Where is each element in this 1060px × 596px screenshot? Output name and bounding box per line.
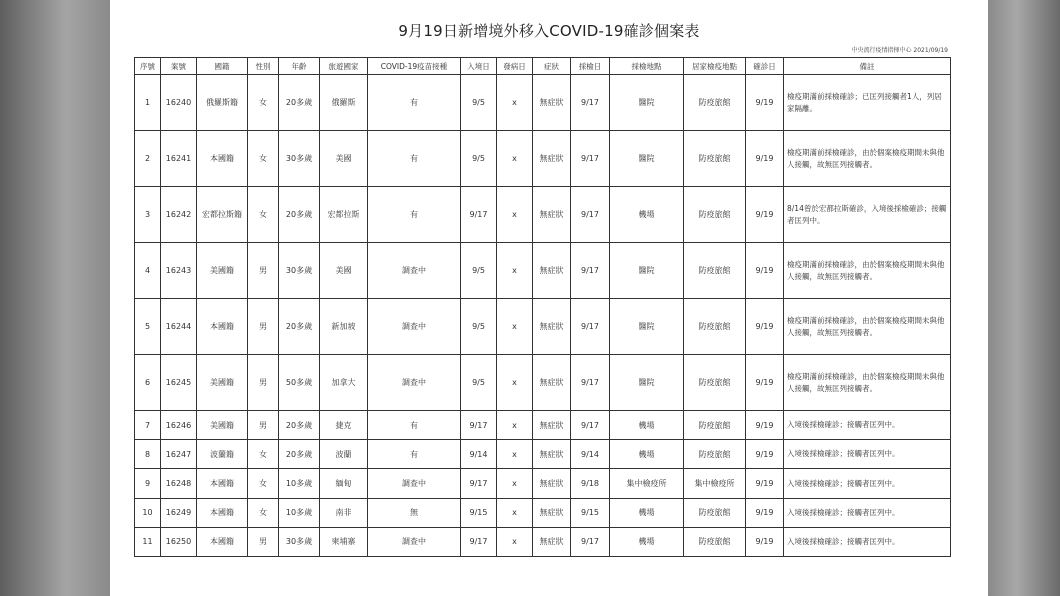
table-cell: 本國籍: [197, 469, 248, 498]
table-cell: 無症狀: [533, 187, 571, 243]
table-row: [135, 131, 951, 187]
table-cell: 男: [248, 355, 279, 411]
table-cell: 20多歲: [279, 75, 320, 131]
table-cell: 無症狀: [533, 498, 571, 527]
table-cell: 柬埔寨: [320, 527, 368, 556]
table-cell: 10: [135, 498, 161, 527]
table-cell: 7: [135, 411, 161, 440]
table-cell: 捷克: [320, 411, 368, 440]
table-cell: 女: [248, 187, 279, 243]
table-cell: 防疫旅館: [684, 411, 746, 440]
table-cell: 有: [368, 440, 461, 469]
table-cell: 宏都拉斯: [320, 187, 368, 243]
table-cell: 16241: [161, 131, 197, 187]
table-cell: 防疫旅館: [684, 131, 746, 187]
remark-cell: 檢疫期滿前採檢確診，由於個案檢疫期間未與他人接觸，故無匡列接觸者。: [784, 299, 951, 355]
table-cell: 美國籍: [197, 243, 248, 299]
table-cell: 波蘭: [320, 440, 368, 469]
table-cell: 9/17: [571, 355, 610, 411]
table-cell: 9/5: [461, 355, 497, 411]
column-header: 發病日: [497, 58, 533, 75]
table-cell: 調查中: [368, 299, 461, 355]
table-cell: 俄羅斯: [320, 75, 368, 131]
column-header: 居家檢疫地點: [684, 58, 746, 75]
table-cell: 男: [248, 527, 279, 556]
table-cell: 6: [135, 355, 161, 411]
table-cell: 9/19: [746, 469, 784, 498]
column-header: 症狀: [533, 58, 571, 75]
table-cell: 無症狀: [533, 299, 571, 355]
table-cell: x: [497, 187, 533, 243]
table-cell: 無症狀: [533, 131, 571, 187]
table-cell: 防疫旅館: [684, 243, 746, 299]
table-cell: 俄羅斯籍: [197, 75, 248, 131]
table-cell: 9/5: [461, 131, 497, 187]
table-cell: 16248: [161, 469, 197, 498]
table-cell: 本國籍: [197, 498, 248, 527]
table-cell: 無症狀: [533, 355, 571, 411]
table-cell: 30多歲: [279, 243, 320, 299]
table-cell: 30多歲: [279, 131, 320, 187]
table-cell: 美國: [320, 243, 368, 299]
table-cell: 宏都拉斯籍: [197, 187, 248, 243]
column-header: 確診日: [746, 58, 784, 75]
remark-cell: 入境後採檢確診；接觸者匡列中。: [784, 411, 951, 440]
table-cell: 4: [135, 243, 161, 299]
table-cell: 10多歲: [279, 498, 320, 527]
table-cell: 波蘭籍: [197, 440, 248, 469]
remark-cell: 檢疫期滿前採檢確診，由於個案檢疫期間未與他人接觸，故無匡列接觸者。: [784, 243, 951, 299]
table-cell: 有: [368, 75, 461, 131]
table-cell: 3: [135, 187, 161, 243]
table-cell: 8: [135, 440, 161, 469]
table-cell: 5: [135, 299, 161, 355]
table-row: [135, 75, 951, 131]
table-cell: 醫院: [610, 75, 684, 131]
table-cell: 無症狀: [533, 440, 571, 469]
table-cell: 9/17: [571, 131, 610, 187]
table-cell: x: [497, 243, 533, 299]
table-cell: 9/17: [461, 469, 497, 498]
table-cell: 16244: [161, 299, 197, 355]
remark-cell: 檢疫期滿前採檢確診，由於個案檢疫期間未與他人接觸，故無匡列接觸者。: [784, 355, 951, 411]
right-background-blur: [988, 0, 1060, 596]
remark-cell: 入境後採檢確診；接觸者匡列中。: [784, 440, 951, 469]
table-cell: 9/19: [746, 498, 784, 527]
table-cell: 有: [368, 187, 461, 243]
table-cell: 醫院: [610, 355, 684, 411]
column-header: 國籍: [197, 58, 248, 75]
table-cell: 新加坡: [320, 299, 368, 355]
document-title: 9月19日新增境外移入COVID-19確診個案表: [398, 22, 700, 40]
table-cell: 調查中: [368, 527, 461, 556]
table-cell: 30多歲: [279, 527, 320, 556]
table-cell: 20多歲: [279, 299, 320, 355]
table-cell: 防疫旅館: [684, 527, 746, 556]
table-cell: 醫院: [610, 131, 684, 187]
table-cell: 男: [248, 243, 279, 299]
table-cell: 無症狀: [533, 243, 571, 299]
table-cell: 2: [135, 131, 161, 187]
table-cell: 機場: [610, 440, 684, 469]
table-cell: 20多歲: [279, 187, 320, 243]
table-cell: 無: [368, 498, 461, 527]
table-cell: 機場: [610, 498, 684, 527]
table-cell: 9/19: [746, 440, 784, 469]
table-cell: 防疫旅館: [684, 498, 746, 527]
table-cell: 11: [135, 527, 161, 556]
remark-cell: 入境後採檢確診；接觸者匡列中。: [784, 498, 951, 527]
table-cell: 男: [248, 411, 279, 440]
column-header: COVID-19疫苗接種: [368, 58, 461, 75]
remark-cell: 檢疫期滿前採檢確診，由於個案檢疫期間未與他人接觸，故無匡列接觸者。: [784, 131, 951, 187]
table-cell: 16245: [161, 355, 197, 411]
table-cell: 16240: [161, 75, 197, 131]
table-cell: 20多歲: [279, 440, 320, 469]
table-cell: 9/19: [746, 243, 784, 299]
table-row: [135, 440, 951, 469]
table-cell: 美國籍: [197, 355, 248, 411]
table-cell: 16246: [161, 411, 197, 440]
left-background-blur: [0, 0, 110, 596]
table-cell: 9/17: [461, 527, 497, 556]
column-header: 旅遊國家: [320, 58, 368, 75]
table-cell: 美國籍: [197, 411, 248, 440]
table-cell: 9/19: [746, 75, 784, 131]
table-cell: 有: [368, 131, 461, 187]
column-header: 序號: [135, 58, 161, 75]
table-cell: 9/19: [746, 527, 784, 556]
table-cell: x: [497, 131, 533, 187]
table-cell: 防疫旅館: [684, 440, 746, 469]
table-cell: 調查中: [368, 355, 461, 411]
table-cell: 9/17: [461, 411, 497, 440]
column-header: 案號: [161, 58, 197, 75]
table-cell: x: [497, 440, 533, 469]
table-cell: 無症狀: [533, 527, 571, 556]
table-cell: 16242: [161, 187, 197, 243]
table-row: [135, 187, 951, 243]
table-row: [135, 527, 951, 556]
table-cell: 9/19: [746, 411, 784, 440]
table-cell: 醫院: [610, 243, 684, 299]
table-row: [135, 498, 951, 527]
table-cell: 20多歲: [279, 411, 320, 440]
case-table: [134, 57, 951, 557]
table-row: [135, 299, 951, 355]
table-cell: 9/5: [461, 243, 497, 299]
table-cell: 9/17: [571, 75, 610, 131]
table-cell: 緬甸: [320, 469, 368, 498]
table-cell: 9/5: [461, 299, 497, 355]
table-cell: 16249: [161, 498, 197, 527]
remark-cell: 8/14曾於宏都拉斯確診，入境後採檢確診；接觸者匡列中。: [784, 187, 951, 243]
table-cell: 女: [248, 469, 279, 498]
table-cell: 9/19: [746, 131, 784, 187]
table-cell: 防疫旅館: [684, 75, 746, 131]
table-cell: 50多歲: [279, 355, 320, 411]
remark-cell: 檢疫期滿前採檢確診；已匡列接觸者1人，列居家隔離。: [784, 75, 951, 131]
table-cell: x: [497, 498, 533, 527]
table-cell: 女: [248, 75, 279, 131]
table-cell: 機場: [610, 411, 684, 440]
table-cell: 9/17: [571, 187, 610, 243]
table-cell: 調查中: [368, 469, 461, 498]
column-header: 性別: [248, 58, 279, 75]
table-cell: 本國籍: [197, 299, 248, 355]
table-cell: 9/19: [746, 299, 784, 355]
table-cell: 16243: [161, 243, 197, 299]
table-header-row: [135, 58, 951, 75]
table-cell: 9/19: [746, 355, 784, 411]
table-cell: 9/17: [571, 299, 610, 355]
column-header: 採檢地點: [610, 58, 684, 75]
table-cell: 防疫旅館: [684, 299, 746, 355]
table-cell: 9/18: [571, 469, 610, 498]
remark-cell: 入境後採檢確診；接觸者匡列中。: [784, 527, 951, 556]
table-cell: 調查中: [368, 243, 461, 299]
table-cell: 女: [248, 498, 279, 527]
table-cell: 有: [368, 411, 461, 440]
table-cell: 9/15: [461, 498, 497, 527]
table-cell: x: [497, 411, 533, 440]
table-cell: 9/15: [571, 498, 610, 527]
table-cell: 南非: [320, 498, 368, 527]
table-cell: 9/19: [746, 187, 784, 243]
table-cell: 女: [248, 131, 279, 187]
source-note: 中央流行疫情指揮中心 2021/09/19: [851, 47, 948, 54]
table-row: [135, 355, 951, 411]
table-cell: 16250: [161, 527, 197, 556]
table-cell: 本國籍: [197, 131, 248, 187]
table-body: [135, 75, 951, 557]
column-header: 採檢日: [571, 58, 610, 75]
table-row: [135, 469, 951, 498]
table-cell: 16247: [161, 440, 197, 469]
table-cell: 機場: [610, 527, 684, 556]
table-row: [135, 243, 951, 299]
table-cell: 9/14: [461, 440, 497, 469]
table-cell: 無症狀: [533, 75, 571, 131]
remark-cell: 入境後採檢確診；接觸者匡列中。: [784, 469, 951, 498]
column-header: 備註: [784, 58, 951, 75]
table-cell: 無症狀: [533, 469, 571, 498]
table-cell: 9/17: [571, 243, 610, 299]
table-cell: 集中檢疫所: [610, 469, 684, 498]
table-cell: 集中檢疫所: [684, 469, 746, 498]
table-cell: x: [497, 527, 533, 556]
table-cell: 防疫旅館: [684, 355, 746, 411]
table-cell: 9/17: [571, 411, 610, 440]
table-cell: 加拿大: [320, 355, 368, 411]
table-cell: 9/14: [571, 440, 610, 469]
table-cell: 醫院: [610, 299, 684, 355]
table-cell: 9/17: [461, 187, 497, 243]
table-cell: x: [497, 469, 533, 498]
table-cell: 10多歲: [279, 469, 320, 498]
table-cell: 美國: [320, 131, 368, 187]
table-cell: 9/17: [571, 527, 610, 556]
table-cell: 男: [248, 299, 279, 355]
table-cell: 無症狀: [533, 411, 571, 440]
column-header: 年齡: [279, 58, 320, 75]
table-cell: 機場: [610, 187, 684, 243]
table-cell: 9: [135, 469, 161, 498]
table-cell: 防疫旅館: [684, 187, 746, 243]
table-cell: 本國籍: [197, 527, 248, 556]
table-cell: x: [497, 299, 533, 355]
table-cell: 女: [248, 440, 279, 469]
table-cell: 9/5: [461, 75, 497, 131]
table-cell: x: [497, 75, 533, 131]
table-cell: 1: [135, 75, 161, 131]
table-cell: x: [497, 355, 533, 411]
column-header: 入境日: [461, 58, 497, 75]
table-row: [135, 411, 951, 440]
document-page: [110, 0, 988, 596]
